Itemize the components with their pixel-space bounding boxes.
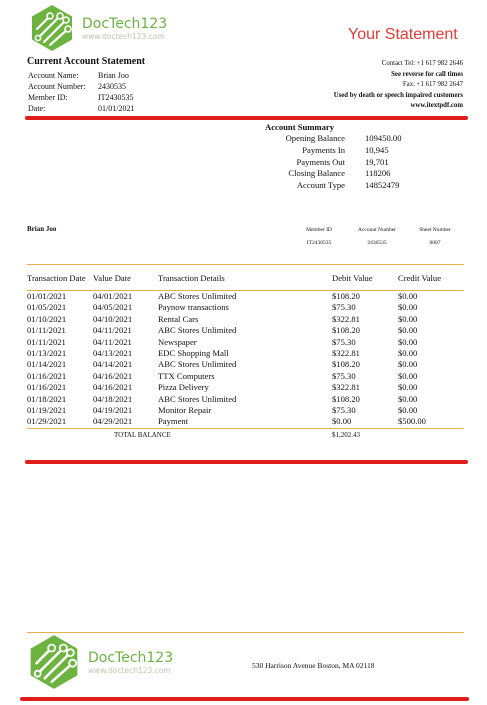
cell-details: ABC Stores Unlimited	[158, 325, 237, 336]
account-heading: Current Account Statement	[27, 56, 146, 67]
table-row	[27, 325, 464, 336]
cell-transaction-date: 01/13/2021	[27, 348, 67, 359]
summary-row	[262, 168, 402, 180]
table-row	[27, 302, 464, 313]
field-label: Date:	[28, 104, 46, 113]
cell-transaction-date: 01/01/2021	[27, 291, 67, 301]
cell-value-date: 04/19/2021	[93, 405, 133, 416]
header-divider	[25, 116, 468, 120]
table-row	[27, 382, 464, 393]
cell-debit: $108.20	[332, 393, 360, 404]
cell-debit: $322.81	[332, 382, 360, 393]
cell-details: Monitor Repair	[158, 405, 212, 416]
brand-name: DocTech123	[82, 15, 168, 32]
cell-value-date: 04/05/2021	[93, 302, 133, 313]
table-row	[27, 314, 464, 325]
summary-row	[262, 133, 402, 145]
cell-transaction-date: 01/29/2021	[27, 416, 67, 427]
cell-details: ABC Stores Unlimited	[158, 359, 237, 370]
contact-block	[334, 59, 463, 112]
cell-transaction-date: 01/19/2021	[27, 405, 67, 416]
col-debit: Debit Value	[332, 265, 398, 291]
footer-logo	[26, 634, 173, 690]
cell-credit: $0.00	[398, 382, 418, 393]
contact-tel: Contact Tel: +1 617 982 2646	[381, 60, 463, 67]
table-row	[27, 394, 464, 405]
summary-title: Account Summary	[265, 122, 334, 132]
summary-label: Closing Balance	[288, 168, 345, 179]
table-row	[27, 359, 464, 370]
account-name-value: Brian Joo	[98, 71, 129, 80]
cell-transaction-date: 01/16/2021	[27, 370, 67, 381]
cell-transaction-date: 01/16/2021	[27, 382, 67, 393]
cell-debit: $322.81	[332, 313, 360, 324]
cell-credit: $0.00	[398, 370, 418, 381]
cell-transaction-date: 01/11/2021	[27, 325, 66, 336]
cell-debit: $108.20	[332, 325, 360, 336]
summary-row	[262, 145, 402, 157]
cell-details: Payment	[158, 416, 189, 427]
summary-label: Payments In	[302, 144, 345, 155]
cell-credit: $0.00	[398, 393, 418, 404]
meta-value: 0007	[429, 240, 441, 246]
table-header-row	[27, 265, 464, 291]
cell-value-date: 04/10/2021	[93, 313, 133, 324]
cell-details: TTX Computers	[158, 370, 215, 381]
cell-value-date: 04/11/2021	[93, 336, 132, 347]
cell-credit: $0.00	[398, 359, 418, 370]
total-row	[27, 428, 464, 441]
col-value-date: Value Date	[93, 265, 158, 291]
total-value: $1,202.43	[332, 428, 398, 441]
table-row	[27, 337, 464, 348]
cell-debit: $75.30	[332, 370, 356, 381]
contact-fax: Fax: +1 617 982 2647	[402, 81, 463, 88]
col-transaction-date: Transaction Date	[27, 265, 93, 291]
field-label: Member ID:	[28, 93, 68, 102]
brand-name: DocTech123	[88, 649, 174, 666]
field-label: Account Name:	[28, 71, 79, 80]
cell-value-date: 04/13/2021	[93, 348, 133, 359]
statement-date-value: 01/01/2021	[98, 104, 135, 113]
cell-details: ABC Stores Unlimited	[158, 291, 237, 301]
cell-transaction-date: 01/18/2021	[27, 393, 67, 404]
cell-transaction-date: 01/11/2021	[27, 336, 66, 347]
contact-website[interactable]: www.itextpdf.com	[410, 102, 463, 109]
cell-debit: $108.20	[332, 359, 360, 370]
cell-debit: $322.81	[332, 348, 360, 359]
cell-credit: $0.00	[398, 348, 418, 359]
brand-url: www.doctech123.com	[88, 665, 171, 675]
cell-value-date: 04/01/2021	[93, 291, 133, 301]
cell-credit: $0.00	[398, 336, 418, 347]
cell-transaction-date: 01/10/2021	[27, 313, 67, 324]
member-id-row	[28, 92, 134, 103]
summary-label: Payments Out	[296, 156, 345, 167]
summary-value: 14852479	[365, 180, 400, 191]
cell-details: ABC Stores Unlimited	[158, 393, 237, 404]
table-row	[27, 416, 464, 428]
total-label: TOTAL BALANCE	[93, 428, 332, 441]
transactions-table	[27, 264, 464, 441]
date-row	[28, 103, 134, 114]
table-row	[27, 405, 464, 416]
cell-credit: $0.00	[398, 325, 418, 336]
cell-debit: $75.30	[332, 405, 356, 416]
total-spacer	[398, 428, 464, 441]
meta-sheet-number	[410, 225, 460, 248]
cell-details: EDC Shopping Mall	[158, 348, 229, 359]
summary-label: Account Type	[296, 180, 345, 191]
meta-value: 2430535	[367, 240, 387, 246]
field-label: Account Number:	[28, 82, 86, 91]
account-info	[28, 70, 134, 114]
cell-credit: $0.00	[398, 405, 418, 416]
contact-reverse-note: See reverse for call times	[391, 70, 463, 78]
hexagon-circuit-logo-icon	[26, 634, 82, 690]
cell-details: Newspaper	[158, 336, 197, 347]
cell-value-date: 04/29/2021	[93, 416, 133, 427]
table-row	[27, 291, 464, 303]
cell-details: Paynow transactions	[158, 302, 229, 313]
meta-label: Account Number	[357, 227, 397, 233]
cell-credit: $0.00	[398, 313, 418, 324]
cell-credit: $500.00	[398, 416, 426, 427]
cell-credit: $0.00	[398, 302, 418, 313]
footer-rule	[27, 632, 464, 633]
cell-transaction-date: 01/05/2021	[27, 302, 67, 313]
summary-label: Opening Balance	[285, 133, 345, 143]
total-spacer	[27, 428, 93, 441]
contact-impaired-note: Used by death or speech impaired customers	[333, 91, 463, 99]
summary-value: 118206	[365, 168, 391, 179]
summary-row	[262, 157, 402, 169]
hexagon-circuit-logo-icon	[28, 4, 76, 52]
table-row	[27, 348, 464, 359]
table-divider	[25, 460, 468, 464]
cell-details: Rental Cars	[158, 313, 199, 324]
cell-value-date: 04/18/2021	[93, 393, 133, 404]
meta-account-number	[349, 225, 405, 248]
summary-value: 10,945	[365, 144, 389, 155]
cell-value-date: 04/16/2021	[93, 382, 133, 393]
brand-url: www.doctech123.com	[82, 31, 165, 41]
header-logo	[28, 4, 167, 52]
cell-debit: $108.20	[332, 291, 360, 301]
meta-member-id	[300, 225, 338, 248]
member-id-value: IT2430535	[98, 93, 134, 102]
footer-divider	[20, 697, 469, 701]
summary-row	[262, 180, 402, 192]
cell-credit: $0.00	[398, 291, 418, 301]
meta-label: Sheet Number	[419, 227, 451, 233]
summary-value: 109450.00	[365, 133, 402, 143]
statement-title: Your Statement	[348, 26, 458, 43]
cell-debit: $75.30	[332, 336, 356, 347]
account-number-value: 2430535	[98, 82, 126, 91]
cell-value-date: 04/14/2021	[93, 359, 133, 370]
customer-name: Brian Joo	[27, 225, 57, 233]
cell-debit: $0.00	[332, 416, 352, 427]
cell-debit: $75.30	[332, 302, 356, 313]
account-summary	[262, 122, 402, 192]
col-details: Transaction Details	[158, 265, 332, 291]
footer-address: 530 Harrison Avenue Boston, MA 02118	[252, 661, 375, 670]
meta-label: Member ID	[306, 227, 332, 233]
cell-transaction-date: 01/14/2021	[27, 359, 67, 370]
meta-value: IT2430535	[306, 240, 332, 246]
account-number-row	[28, 81, 134, 92]
summary-value: 19,701	[365, 156, 389, 167]
col-credit: Credit Value	[398, 265, 464, 291]
cell-value-date: 04/11/2021	[93, 325, 132, 336]
table-row	[27, 371, 464, 382]
cell-details: Pizza Delivery	[158, 382, 209, 393]
cell-value-date: 04/16/2021	[93, 370, 133, 381]
account-name-row	[28, 70, 134, 81]
